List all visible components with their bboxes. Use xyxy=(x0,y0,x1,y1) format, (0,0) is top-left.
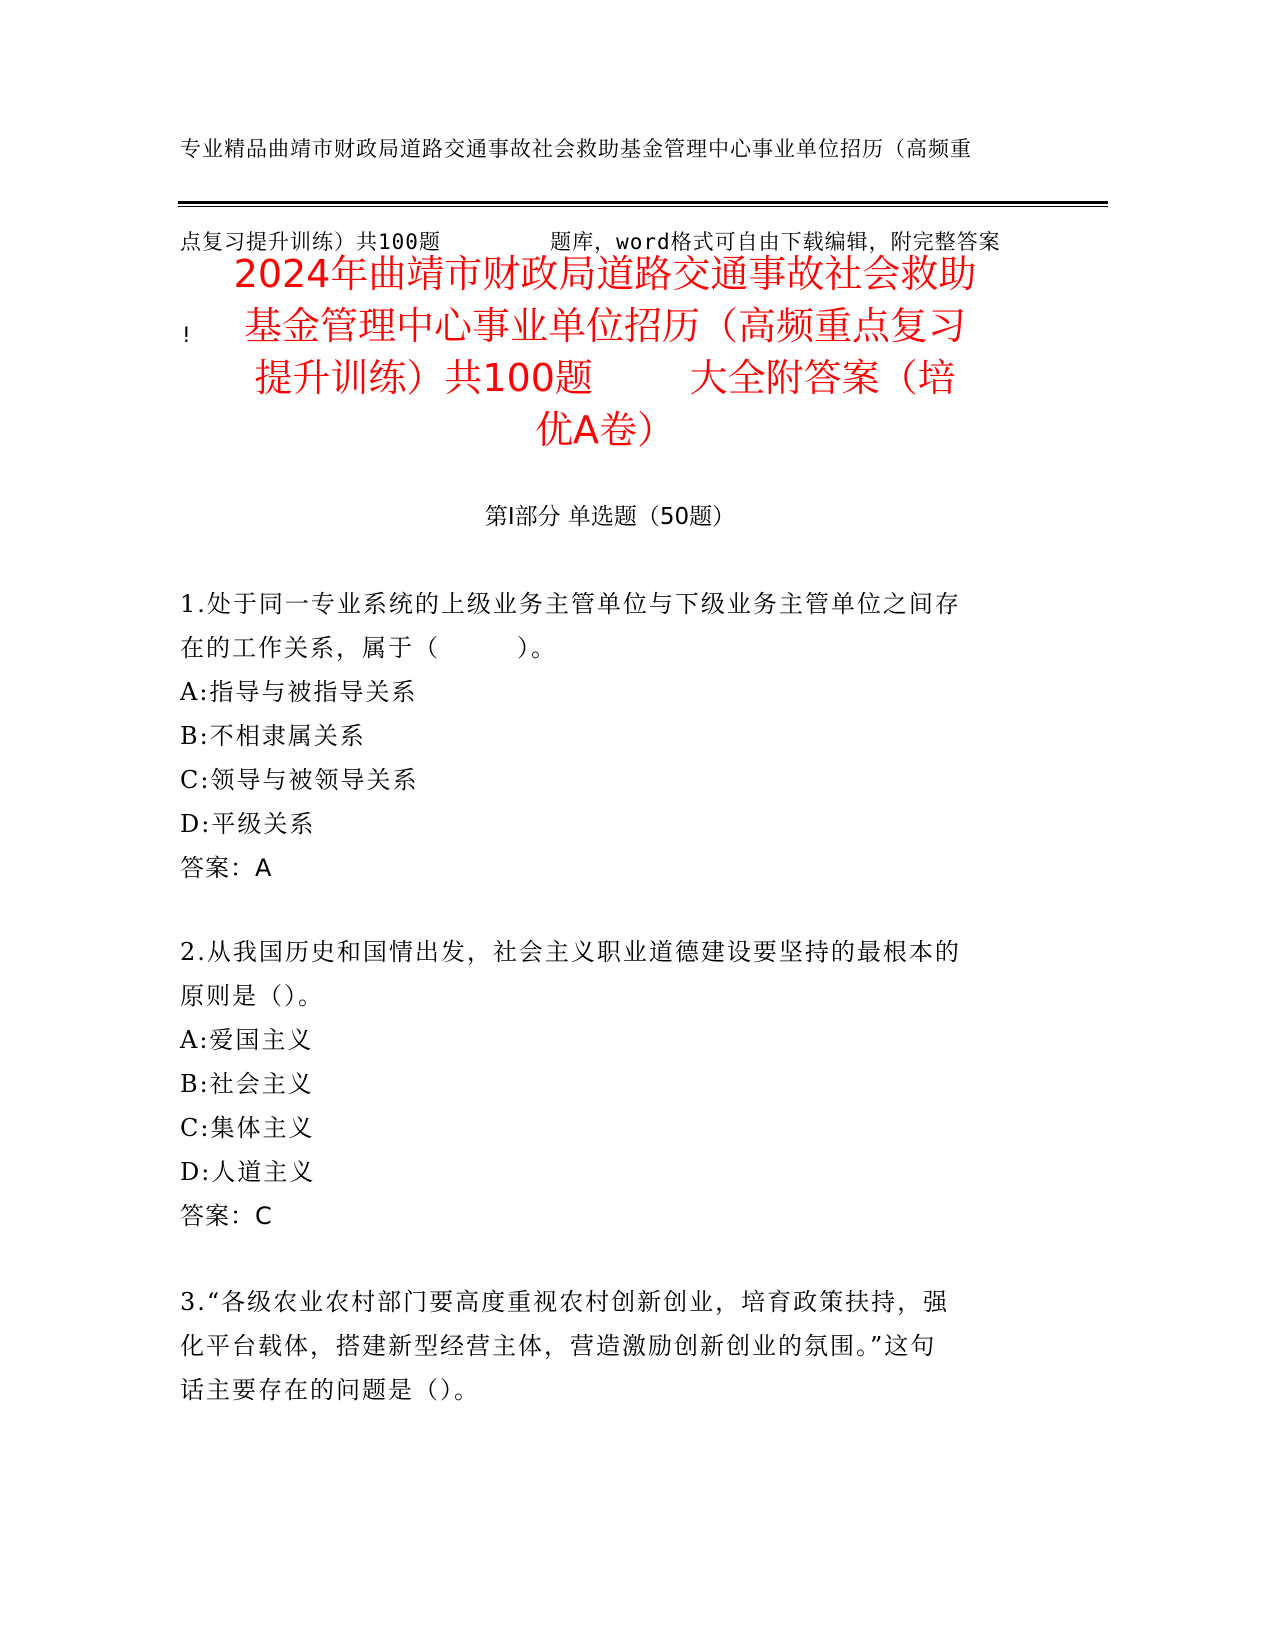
option-c: C:领导与被领导关系 xyxy=(180,766,419,794)
question-1 xyxy=(180,582,1060,890)
document-title xyxy=(170,248,1040,456)
header-line: 点复习提升训练）共100题 题库，word格式可自由下载编辑，附完整答案 xyxy=(180,230,1001,254)
question-stem: 化平台载体，搭建新型经营主体，营造激励创新创业的氛围。”这句 xyxy=(180,1332,937,1360)
header-line: ! xyxy=(180,323,194,347)
section-heading: 第Ⅰ部分 单选题（50题） xyxy=(484,504,736,530)
header-divider-thick xyxy=(178,201,1108,204)
answer: 答案：C xyxy=(180,1202,273,1230)
option-a: A:爱国主义 xyxy=(180,1026,314,1054)
header-line: 专业精品曲靖市财政局道路交通事故社会救助基金管理中心事业单位招历（高频重 xyxy=(180,137,972,161)
option-b: B:社会主义 xyxy=(180,1070,314,1098)
title-line: 2024年曲靖市财政局道路交通事故社会救助 xyxy=(233,252,977,296)
question-stem: 原则是（）。 xyxy=(180,982,324,1010)
question-stem: 2.从我国历史和国情出发，社会主义职业道德建设要坚持的最根本的 xyxy=(180,938,961,966)
option-c: C:集体主义 xyxy=(180,1114,315,1142)
title-line: 提升训练）共100题 大全附答案（培 xyxy=(254,356,956,400)
question-stem: 在的工作关系，属于（ ）。 xyxy=(180,634,558,662)
header-divider-thin xyxy=(178,206,1108,207)
title-line: 优A卷） xyxy=(535,408,675,452)
question-3 xyxy=(180,1280,1060,1412)
question-stem: 1.处于同一专业系统的上级业务主管单位与下级业务主管单位之间存 xyxy=(180,590,961,618)
answer: 答案：A xyxy=(180,854,273,882)
option-d: D:平级关系 xyxy=(180,810,316,838)
option-a: A:指导与被指导关系 xyxy=(180,678,418,706)
option-d: D:人道主义 xyxy=(180,1158,316,1186)
question-2 xyxy=(180,930,1060,1238)
question-stem: 3.“各级农业农村部门要高度重视农村创新创业，培育政策扶持，强 xyxy=(180,1288,950,1316)
question-stem: 话主要存在的问题是（）。 xyxy=(180,1376,480,1404)
title-line: 基金管理中心事业单位招历（高频重点复习 xyxy=(243,304,966,348)
option-b: B:不相隶属关系 xyxy=(180,722,366,750)
